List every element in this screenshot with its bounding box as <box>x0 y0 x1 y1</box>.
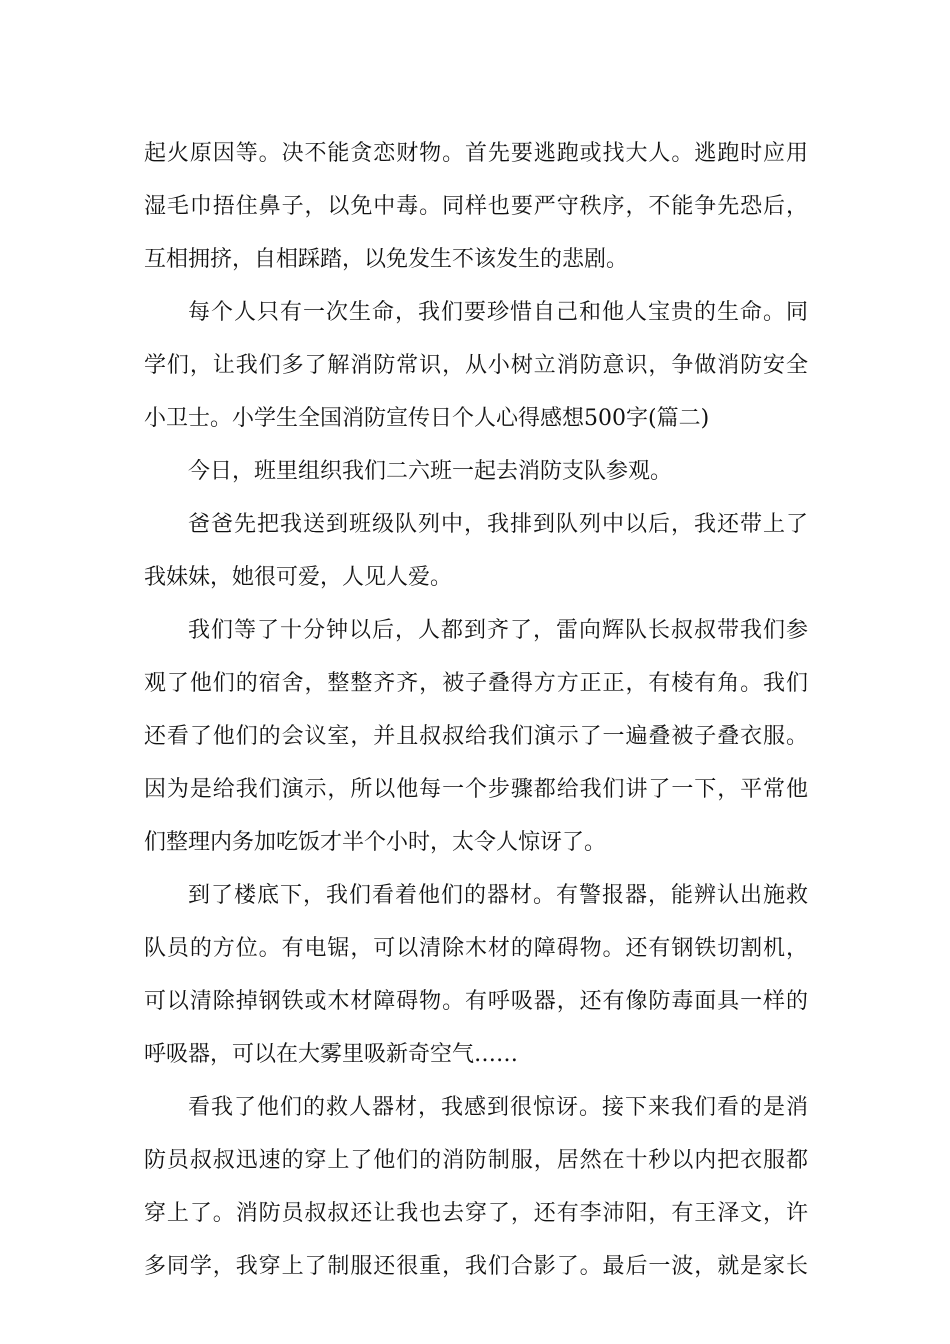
text-line: 可以清除掉钢铁或木材障碍物。有呼吸器，还有像防毒面具一样的 <box>144 989 808 1014</box>
paragraph <box>144 604 808 869</box>
text-line: 因为是给我们演示，所以他每一个步骤都给我们讲了一下，平常他 <box>144 777 808 802</box>
text-line: 我们等了十分钟以后，人都到齐了，雷向辉队长叔叔带我们参 <box>188 618 808 643</box>
text-line: 观了他们的宿舍，整整齐齐，被子叠得方方正正，有棱有角。我们 <box>144 671 808 696</box>
paragraph <box>144 498 808 604</box>
paragraph <box>144 1081 808 1293</box>
text-line: 爸爸先把我送到班级队列中，我排到队列中以后，我还带上了 <box>188 512 808 537</box>
text-line: 到了楼底下，我们看着他们的器材。有警报器，能辨认出施救 <box>188 883 808 908</box>
text-line: 互相拥挤，自相踩踏，以免发生不该发生的悲剧。 <box>144 247 629 272</box>
text-line: 们整理内务加吃饭才半个小时，太令人惊讶了。 <box>144 830 607 855</box>
document-body <box>144 127 808 1293</box>
text-line: 小卫士。小学生全国消防宣传日个人心得感想500字(篇二) <box>144 406 710 431</box>
text-line: 学们，让我们多了解消防常识，从小树立消防意识，争做消防安全 <box>144 353 808 378</box>
text-line: 今日，班里组织我们二六班一起去消防支队参观。 <box>188 459 673 484</box>
paragraph <box>144 445 808 498</box>
text-line: 队员的方位。有电锯，可以清除木材的障碍物。还有钢铁切割机， <box>144 936 808 961</box>
text-line: 还看了他们的会议室，并且叔叔给我们演示了一遍叠被子叠衣服。 <box>144 724 808 749</box>
text-line: 湿毛巾捂住鼻子，以免中毒。同样也要严守秩序，不能争先恐后， <box>144 194 808 219</box>
paragraph <box>144 286 808 445</box>
text-line: 起火原因等。决不能贪恋财物。首先要逃跑或找大人。逃跑时应用 <box>144 141 808 166</box>
paragraph <box>144 869 808 1081</box>
paragraph <box>144 127 808 286</box>
text-line: 我妹妹，她很可爱，人见人爱。 <box>144 565 453 590</box>
text-line: 防员叔叔迅速的穿上了他们的消防制服，居然在十秒以内把衣服都 <box>144 1148 808 1173</box>
text-line: 多同学，我穿上了制服还很重，我们合影了。最后一波，就是家长 <box>144 1254 808 1279</box>
text-line: 穿上了。消防员叔叔还让我也去穿了，还有李沛阳，有王泽文，许 <box>144 1201 808 1226</box>
text-line: 看我了他们的救人器材，我感到很惊讶。接下来我们看的是消 <box>188 1095 808 1120</box>
text-line: 呼吸器，可以在大雾里吸新奇空气…… <box>144 1042 519 1067</box>
text-line: 每个人只有一次生命，我们要珍惜自己和他人宝贵的生命。同 <box>188 300 808 325</box>
